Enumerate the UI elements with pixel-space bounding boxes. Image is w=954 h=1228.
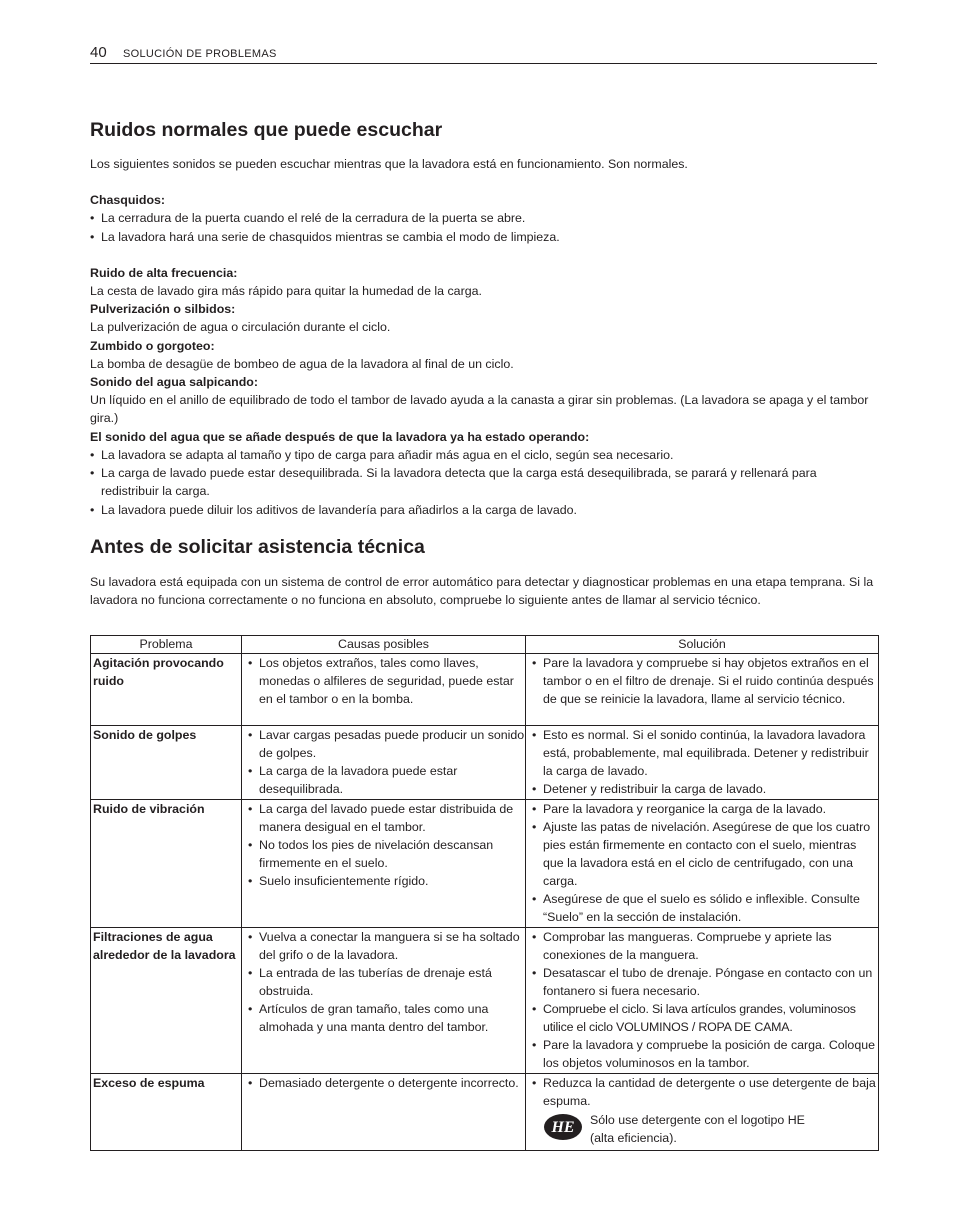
solution-item: • Esto es normal. Si el sonido continúa, la lavadora lavadora está, probablemente, mal equilibrada. Detener y redistribuir la carga de lavado. <box>528 726 878 780</box>
hum-label: Zumbido o gorgoteo: <box>90 339 215 353</box>
table-row <box>91 726 879 800</box>
clicks-bullet: • La lavadora hará una serie de chasquidos mientras se cambia el modo de limpieza. <box>90 230 560 244</box>
service-title: Antes de solicitar asistencia técnica <box>90 536 425 558</box>
cause-item: • La carga del lavado puede estar distribuida de manera desigual en el tambor. <box>244 800 525 836</box>
solution-item: • Compruebe el ciclo. Si lava artículos grandes, voluminosos utilice el ciclo VOLUMINOS / ROPA DE CAMA. <box>528 1000 878 1036</box>
water-added-label: El sonido del agua que se añade después de que la lavadora ya ha estado operando: <box>90 430 590 444</box>
splash-text: Un líquido en el anillo de equilibrado de todo el tambor de lavado ayuda a la canasta a girar sin problemas. (La lavadora se apaga y el tambor gira.) <box>90 393 869 425</box>
solution-cell <box>526 726 879 800</box>
solution-item: • Pare la lavadora y reorganice la carga de la lavado. <box>528 800 878 818</box>
table-row <box>91 654 879 726</box>
high-freq-text: La cesta de lavado gira más rápido para quitar la humedad de la carga. <box>90 284 482 298</box>
high-freq-label: Ruido de alta frecuencia: <box>90 266 238 280</box>
water-added-bullet: • La lavadora se adapta al tamaño y tipo de carga para añadir más agua en el ciclo, según sea necesario. <box>90 448 674 462</box>
cause-item: • La carga de la lavadora puede estar desequilibrada. <box>244 762 525 798</box>
spray-text: La pulverización de agua o circulación durante el ciclo. <box>90 320 391 334</box>
cause-item: • No todos los pies de nivelación descansan firmemente en el suelo. <box>244 836 525 872</box>
causes-cell <box>242 1074 526 1151</box>
cause-item: • Lavar cargas pesadas puede producir un sonido de golpes. <box>244 726 525 762</box>
solution-item: • Comprobar las mangueras. Compruebe y apriete las conexiones de la manguera. <box>528 928 878 964</box>
cause-item: • Artículos de gran tamaño, tales como una almohada y una manta dentro del tambor. <box>244 1000 525 1036</box>
solution-item: • Pare la lavadora y compruebe la posición de carga. Coloque los objetos voluminosos en la tambor. <box>528 1036 878 1072</box>
page-number: 40 <box>90 44 107 61</box>
water-added-bullet: • La lavadora puede diluir los aditivos de lavandería para añadirlos a la carga de lavado. <box>90 503 577 517</box>
cause-item: • Los objetos extraños, tales como llaves, monedas o alfileres de seguridad, puede estar en el tambor o en la bomba. <box>244 654 525 708</box>
he-note <box>528 1111 878 1147</box>
he-note-text: Sólo use detergente con el logotipo HE (alta eficiencia). <box>590 1113 805 1145</box>
solution-item: • Detener y redistribuir la carga de lavado. <box>528 780 878 798</box>
header-problem: Problema <box>91 636 242 654</box>
service-intro: Su lavadora está equipada con un sistema de control de error automático para detectar y diagnosticar problemas en una etapa temprana. Si la lavadora no funciona correctamente o no funciona en absoluto, compruebe lo siguiente antes de llamar al servicio técnico. <box>90 575 874 607</box>
cause-item: • Vuelva a conectar la manguera si se ha soltado del grifo o de la lavadora. <box>244 928 525 964</box>
causes-cell <box>242 800 526 928</box>
page-header <box>90 44 877 64</box>
causes-cell <box>242 726 526 800</box>
solution-item: • Desatascar el tubo de drenaje. Póngase en contacto con un fontanero si fuera necesario. <box>528 964 878 1000</box>
troubleshooting-table <box>90 635 879 1151</box>
header-solution: Solución <box>526 636 879 654</box>
clicks-label: Chasquidos: <box>90 193 166 207</box>
solution-cell <box>526 1074 879 1151</box>
header-causes: Causas posibles <box>242 636 526 654</box>
cause-item: • Suelo insuficientemente rígido. <box>244 872 525 890</box>
spray-label: Pulverización o silbidos: <box>90 302 236 316</box>
table-row <box>91 928 879 1074</box>
problem-cell: Ruido de vibración <box>91 800 242 928</box>
problem-cell: Sonido de golpes <box>91 726 242 800</box>
he-logo-icon <box>543 1113 583 1141</box>
solution-item: • Asegúrese de que el suelo es sólido e inflexible. Consulte “Suelo” en la sección de instalación. <box>528 890 878 926</box>
noises-title: Ruidos normales que puede escuchar <box>90 119 443 141</box>
solution-item: • Reduzca la cantidad de detergente o use detergente de baja espuma. <box>528 1074 878 1110</box>
noises-intro: Los siguientes sonidos se pueden escuchar mientras que la lavadora está en funcionamiento. Son normales. <box>90 157 688 171</box>
splash-label: Sonido del agua salpicando: <box>90 375 258 389</box>
problem-cell: Filtraciones de agua alrededor de la lavadora <box>91 928 242 1074</box>
solution-item: • Ajuste las patas de nivelación. Asegúrese de que los cuatro pies están firmemente en contacto con el suelo, mientras que la lavadora está en el ciclo de centrifugado, con una carga. <box>528 818 878 890</box>
causes-cell <box>242 654 526 726</box>
svg-text:HE: HE <box>551 1119 575 1136</box>
solution-cell <box>526 654 879 726</box>
clicks-bullet: • La cerradura de la puerta cuando el relé de la cerradura de la puerta se abre. <box>90 211 526 225</box>
section-name: SOLUCIÓN DE PROBLEMAS <box>123 48 277 60</box>
solution-item: • Pare la lavadora y compruebe si hay objetos extraños en el tambor o en el filtro de drenaje. Si el ruido continúa después de que se reinicie la lavadora, llame al servicio técnico. <box>528 654 878 708</box>
table-row <box>91 800 879 928</box>
problem-cell: Exceso de espuma <box>91 1074 242 1151</box>
water-added-bullet: • La carga de lavado puede estar desequilibrada. Si la lavadora detecta que la carga está desequilibrada, se parará y rellenará para redistribuir la carga. <box>90 466 817 498</box>
cause-item: • La entrada de las tuberías de drenaje está obstruida. <box>244 964 525 1000</box>
table-header-row <box>91 636 879 654</box>
solution-cell <box>526 800 879 928</box>
problem-cell: Agitación provocando ruido <box>91 654 242 726</box>
cause-item: • Demasiado detergente o detergente incorrecto. <box>244 1074 525 1092</box>
hum-text: La bomba de desagüe de bombeo de agua de la lavadora al final de un ciclo. <box>90 357 514 371</box>
solution-cell <box>526 928 879 1074</box>
table-row <box>91 1074 879 1151</box>
causes-cell <box>242 928 526 1074</box>
